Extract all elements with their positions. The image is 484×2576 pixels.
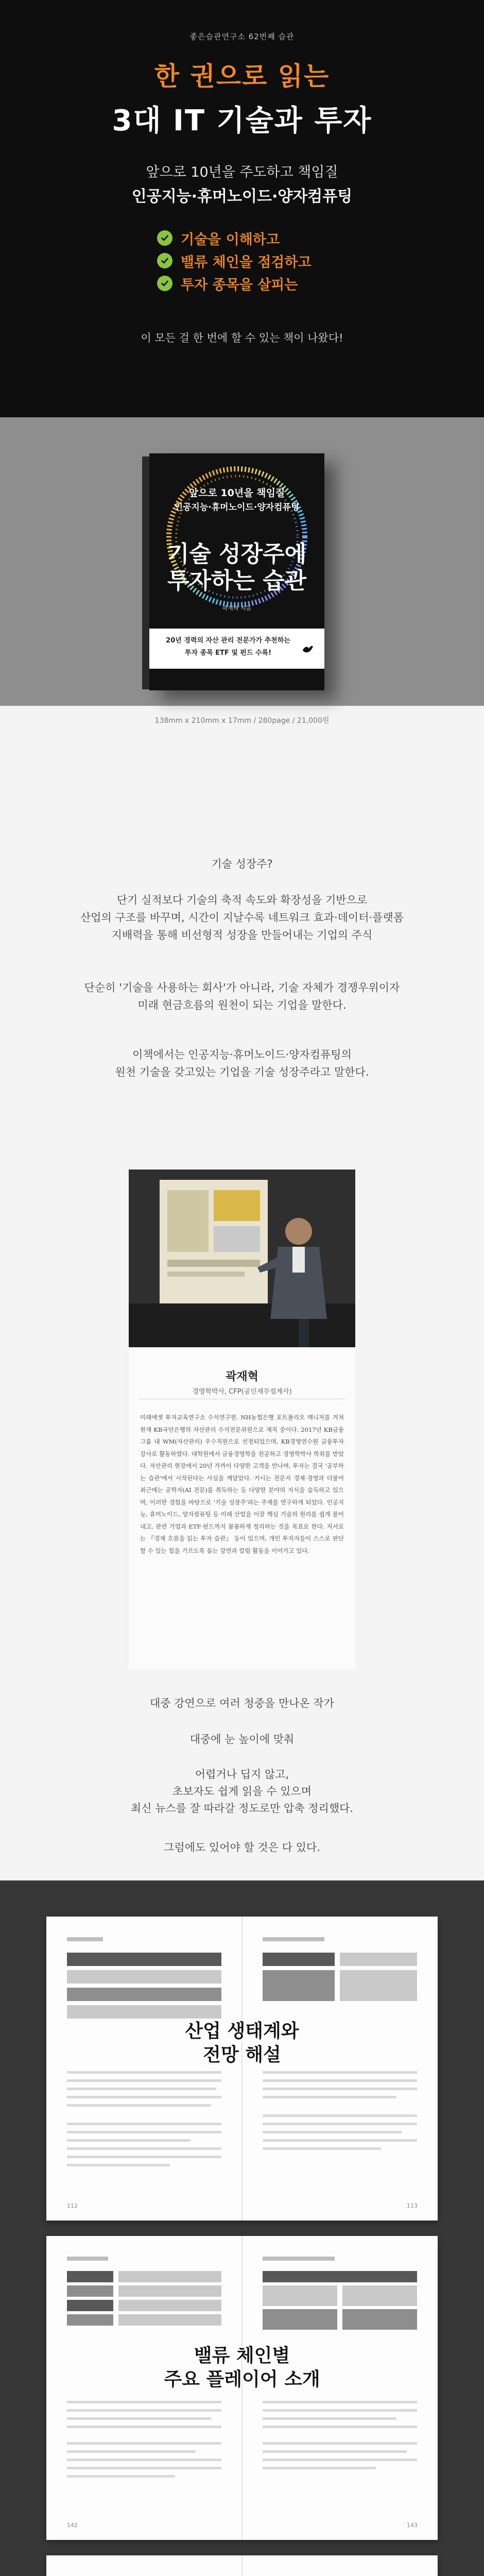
intro-line: 지배력을 통해 비선형적 성장을 만들어내는 기업의 주식 bbox=[111, 929, 373, 941]
book-spread bbox=[46, 2555, 438, 2576]
intro-clarification bbox=[0, 979, 484, 1014]
hero-check-text: 밸류 체인을 점검하고 bbox=[181, 254, 312, 270]
hero-check-text: 투자 종목을 살피는 bbox=[181, 277, 298, 293]
cover-banner-line: 투자 종목 ETF 및 펀드 수록! bbox=[184, 649, 272, 657]
message-line: 대중에 눈 높이에 맞춰 bbox=[189, 1733, 295, 1745]
publisher-bird-icon bbox=[302, 644, 314, 653]
cover-title-line: 투자하는 습관 bbox=[167, 568, 307, 594]
book-spreads-section bbox=[0, 1880, 484, 2576]
headline-secondary: 3대 IT 기술과 투자 bbox=[112, 104, 372, 138]
message-line: 초보자도 쉽게 읽을 수 있으며 bbox=[172, 1785, 312, 1798]
book-spine bbox=[142, 456, 149, 689]
intro-line: 미래 현금흐름의 원천이 되는 기업을 말한다. bbox=[137, 999, 347, 1011]
cover-title-line: 기술 성장주에 bbox=[167, 541, 307, 567]
spread-label-line: 주요 플레이어 소개 bbox=[164, 2369, 320, 2390]
page-number: 113 bbox=[407, 2202, 418, 2209]
message-section bbox=[0, 1685, 484, 1880]
hero-checklist bbox=[0, 227, 484, 295]
hero-subtitle: 앞으로 10년을 주도하고 책임질 bbox=[146, 164, 338, 180]
lecture-photo-graphic bbox=[129, 1170, 355, 1347]
intro-definition bbox=[0, 891, 484, 944]
check-icon bbox=[157, 253, 172, 268]
hero-check-text: 기술을 이해하고 bbox=[181, 231, 280, 248]
intro-question bbox=[0, 855, 484, 873]
author-section bbox=[0, 1170, 484, 1685]
check-icon bbox=[157, 230, 172, 246]
intro-line: 원천 기술을 갖고있는 기업을 기술 성장주라고 말한다. bbox=[115, 1066, 369, 1078]
intro-line: 단기 실적보다 기술의 축적 속도와 확장성을 기반으로 bbox=[116, 894, 368, 906]
book-spread bbox=[46, 1917, 438, 2221]
message-line-group bbox=[0, 1695, 484, 1712]
hero-check-item bbox=[0, 272, 484, 295]
message-line-group bbox=[0, 1731, 484, 1748]
book-specs: 138mm x 210mm x 17mm / 280page / 21,000원 bbox=[154, 717, 330, 725]
author-role: 경영학박사, CFP(공인재무설계사) bbox=[192, 1388, 292, 1396]
cover-banner bbox=[149, 629, 324, 669]
cover-tagline: 앞으로 10년을 책임질 bbox=[188, 487, 285, 499]
cover-technologies: 인공지능·휴머노이드·양자컴퓨팅 bbox=[174, 502, 300, 513]
page-number: 142 bbox=[67, 2522, 78, 2529]
spread-label-line: 전망 해설 bbox=[203, 2044, 281, 2065]
cover-title bbox=[149, 541, 324, 595]
message-line-group bbox=[0, 1766, 484, 1817]
hero-check-item bbox=[0, 227, 484, 249]
author-name: 곽재혁 bbox=[226, 1370, 258, 1383]
cover-banner-text bbox=[159, 635, 298, 659]
message-line: 최신 뉴스를 잘 따라갈 정도로만 압축 정리했다. bbox=[130, 1802, 354, 1815]
book-cover bbox=[149, 453, 324, 690]
hero-footer-text: 이 모든 걸 한 번에 할 수 있는 책이 나왔다! bbox=[141, 332, 343, 344]
page-number: 143 bbox=[407, 2522, 418, 2529]
book-spread bbox=[46, 2236, 438, 2540]
intro-line: 이책에서는 인공지능·휴머노이드·양자컴퓨팅의 bbox=[132, 1048, 352, 1061]
message-line: 어렵거나 딥지 않고, bbox=[195, 1768, 289, 1781]
message-line-group bbox=[0, 1839, 484, 1856]
hero-section bbox=[0, 0, 484, 417]
hero-technologies: 인공지능·휴머노이드·양자컴퓨팅 bbox=[131, 188, 353, 206]
spread-label-line: 산업 생태계와 bbox=[185, 2021, 299, 2042]
author-card bbox=[129, 1170, 355, 1669]
intro-line: 단순히 '기술을 사용하는 회사'가 아니라, 기술 자체가 경쟁우위이자 bbox=[84, 981, 400, 994]
book-cover-section bbox=[0, 417, 484, 829]
intro-line: 산업의 구조를 바꾸며, 시간이 지날수록 네트워크 효과·데이터·플랫폼 bbox=[80, 911, 404, 924]
spread-feature-label bbox=[46, 2344, 438, 2392]
headline-primary: 한 권으로 읽는 bbox=[154, 61, 330, 91]
series-label: 좋은습관연구소 62번째 습관 bbox=[189, 32, 295, 41]
message-line: 그럼에도 있어야 할 것은 다 있다. bbox=[164, 1841, 320, 1854]
intro-section bbox=[0, 829, 484, 1170]
intro-scope bbox=[0, 1046, 484, 1081]
check-icon bbox=[157, 276, 172, 291]
author-photo bbox=[129, 1170, 355, 1347]
message-line: 대중 강연으로 여러 청중을 만나온 작가 bbox=[150, 1697, 334, 1709]
cover-author: 곽재혁 지음 bbox=[222, 605, 252, 612]
spread-feature-label bbox=[46, 2020, 438, 2067]
cover-banner-line: 20년 경력의 자산 관리 전문가가 추천하는 bbox=[166, 637, 290, 645]
intro-line: 기술 성장주? bbox=[211, 858, 273, 870]
spread-label-line: 밸류 체인별 bbox=[194, 2345, 290, 2366]
author-bio: 미래에셋 투자교육연구소 수석연구원. NH농협은행 포트폴리오 매니저를 거쳐 현재 KB국민은행의 자산관리 수석전문위원으로 재직 중이다. 2017년 KB금융그룹 내 WM(자산관리) 우수직원으로 선정되었으며, KB경영연수원 금융투자강사로 활동하였다. 대학원에서 금융경영학을 전공하고 경영학박사 학위를 받았다. 자산관리 현장에서 20년 가까이 다양한 고객을 만나며, 투자는 결국 '공부하는 습관'에서 시작된다는 사실을 깨달았다. 거시는 전문지 경제·경영과 더불어 최근에는 공학자(AI 전문)를 취득하는 등 다양한 분야의 지식을 습득하고 있으며, 이러한 경험을 바탕으로 '기술 성장주'라는 주제를 연구하게 되었다. 인공지능, 휴머노이드, 양자컴퓨팅 등 미래 산업을 이끌 핵심 기술의 원리를 쉽게 풀어내고, 관련 기업과 ETF·펀드까지 꼼꼼하게 정리하는 것을 목표로 한다. 저서로는 『경제 흐름을 읽는 투자 습관』 등이 있으며, 개인 투자자들이 스스로 판단할 수 있는 힘을 기르도록 돕는 강연과 칼럼 활동을 이어가고 있다. bbox=[140, 1414, 344, 1554]
hero-check-item bbox=[0, 249, 484, 272]
page-number: 112 bbox=[67, 2202, 78, 2209]
